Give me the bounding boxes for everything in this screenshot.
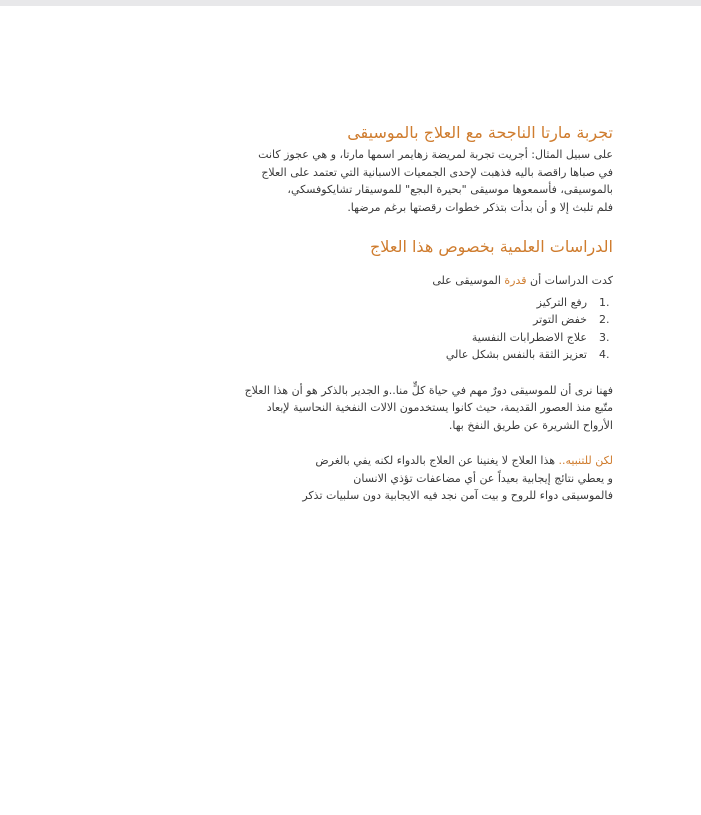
paragraph-line: فلم تلبث إلا و أن بدأت بتذكر خطوات رقصتها برغم مرضها.	[347, 200, 613, 214]
note-line-rest: هذا العلاج لا يغنينا عن العلاج بالدواء لكنه يفي بالغرض	[315, 454, 559, 467]
list-item-text: تعزيز الثقة بالنفس بشكل عالي	[445, 348, 587, 361]
note-paragraph	[213, 452, 613, 505]
list-item-text: رفع التركيز	[536, 295, 587, 309]
list-number: 1.	[599, 295, 610, 309]
section-title-studies: الدراسات العلمية بخصوص هذا العلاج	[369, 237, 613, 256]
list-number: 4.	[599, 348, 610, 361]
marta-paragraph	[213, 146, 613, 216]
paragraph-line: متّبع منذ العصور القديمة، حيث كانوا يستخدمون الالات النفخية النحاسية لإبعاد	[266, 401, 613, 414]
list-item	[213, 329, 613, 347]
studies-intro	[213, 272, 613, 290]
list-item	[213, 311, 613, 329]
list-item	[213, 346, 613, 364]
history-paragraph	[213, 382, 613, 435]
note-line	[213, 452, 613, 470]
note-accent: لكن للتنبيه..	[558, 454, 613, 467]
note-line: فالموسيقى دواء للروح و بيت آمن نجد فيه الايجابية دون سلبيات تذكر	[302, 489, 613, 502]
list-item	[213, 294, 613, 312]
list-item-text: خفض التوتر	[533, 313, 587, 326]
paragraph-line: فهنا نرى أن للموسيقى دورٌ مهم في حياة كلٍّ منا..و الجدير بالذكر هو أن هذا العلاج	[244, 383, 613, 397]
note-line: و يعطي نتائج إيجابية بعيداً عن أي مضاعفات تؤذي الانسان	[353, 471, 613, 485]
article-content	[213, 122, 613, 505]
paragraph-line: الأرواح الشريرة عن طريق النفخ بها.	[448, 418, 613, 432]
section-title-marta: تجربة مارتا الناجحة مع العلاج بالموسيقى	[347, 123, 613, 142]
intro-text-start: كدت الدراسات أن	[526, 274, 613, 287]
intro-text-end: الموسيقى على	[432, 274, 505, 287]
paragraph-line: على سبيل المثال: أجريت تجربة لمريضة زهايمر اسمها مارتا، و هي عجوز كانت	[258, 148, 613, 161]
top-strip	[0, 0, 701, 6]
benefits-list	[213, 294, 613, 364]
paragraph-line: في صباها راقصة باليه فذهبت لإحدى الجمعيات الاسبانية التي تعتمد على العلاج	[261, 165, 613, 179]
list-item-text: علاج الاضطرابات النفسية	[471, 330, 587, 344]
paragraph-line: بالموسيقى، فأسمعوها موسيقى "بحيرة البجع" للموسيقار تشايكوفسكي،	[287, 183, 613, 196]
list-number: 2.	[599, 313, 610, 326]
intro-accent-word: قدرة	[504, 274, 527, 287]
list-number: 3.	[599, 330, 610, 344]
